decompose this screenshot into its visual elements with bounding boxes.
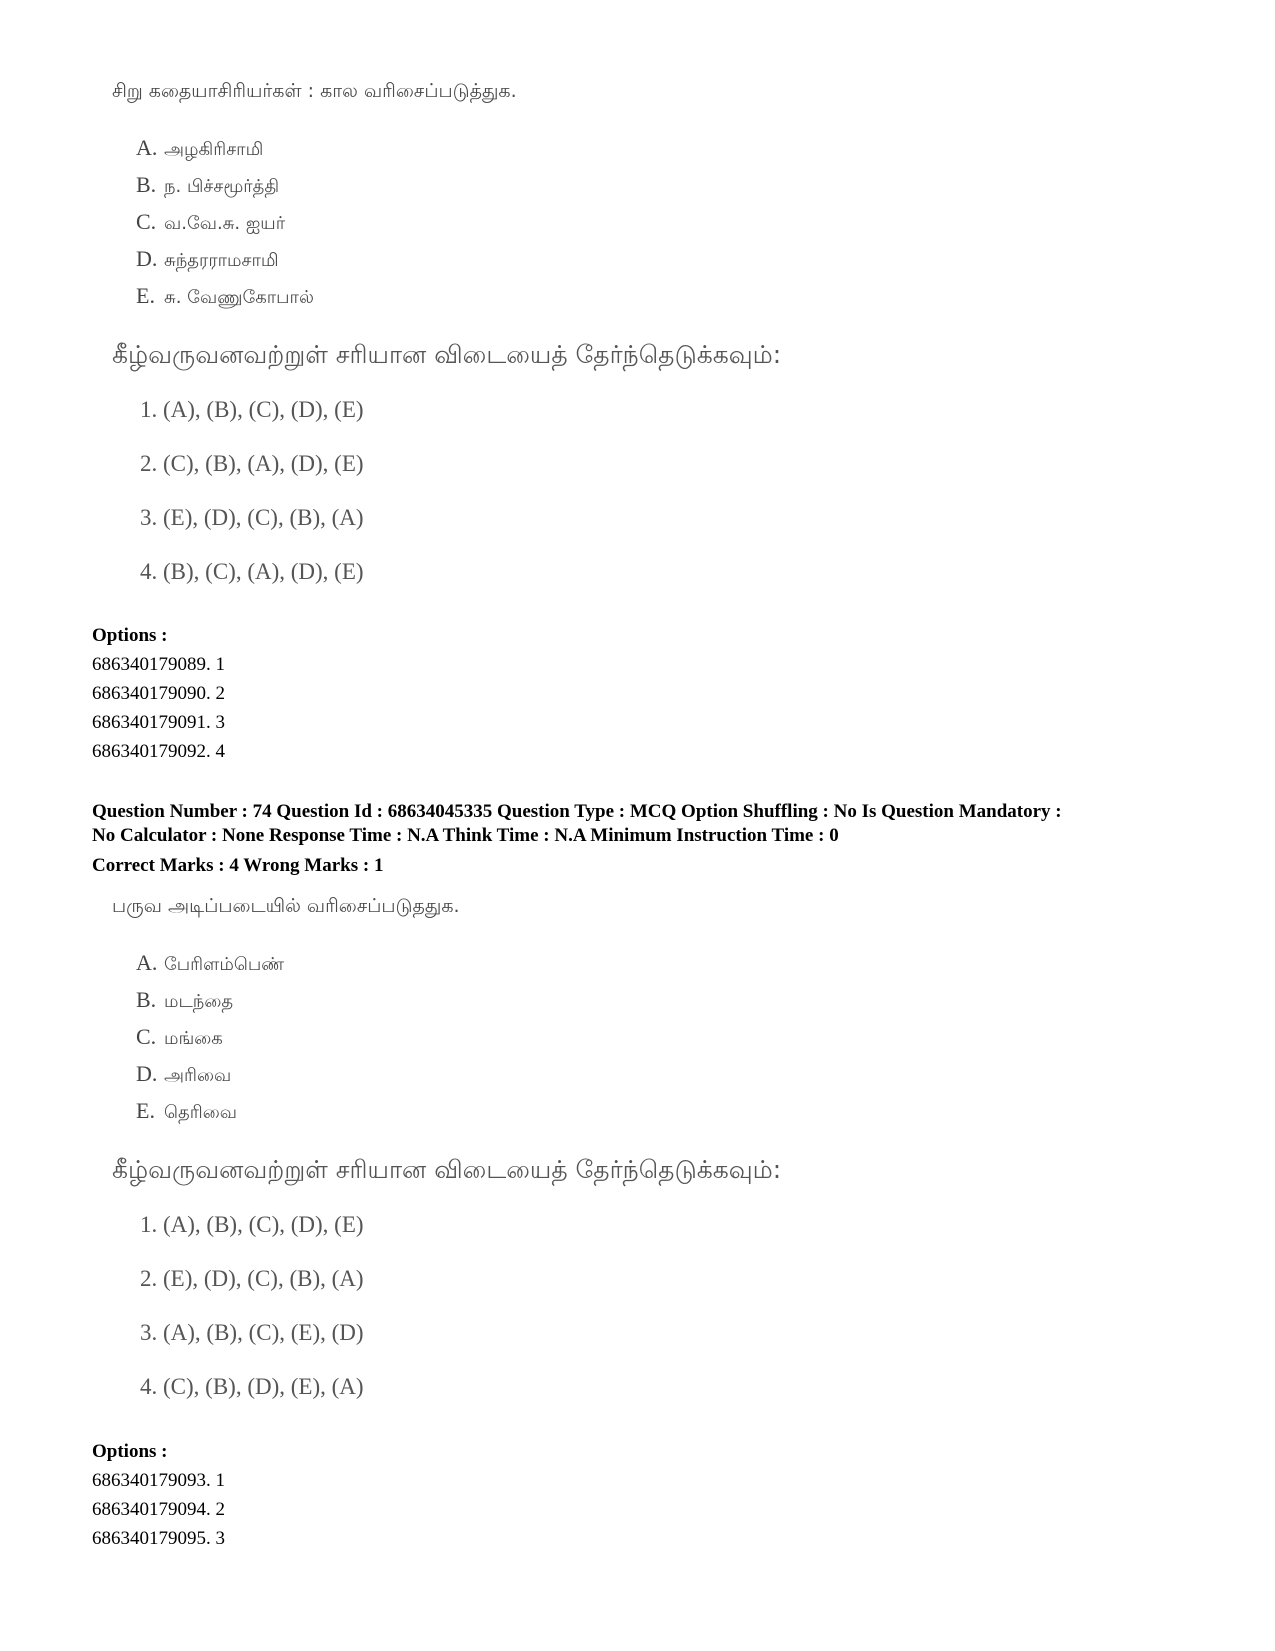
choice-list [140,1198,1012,1414]
option-row: 686340179089. 1 [92,654,225,675]
choice-item: 2. (E), (D), (C), (B), (A) [140,1266,364,1291]
option-row: 686340179095. 3 [92,1528,225,1549]
list-item [136,277,1012,314]
item-text: தெரிவை [164,1102,237,1123]
item-text: வ.வே.சு. ஐயர் [164,213,286,234]
item-text: ந. பிச்சமூர்த்தி [164,176,280,197]
item-list [136,944,1012,1129]
option-row: 686340179093. 1 [92,1470,225,1491]
item-text: அரிவை [164,1065,232,1086]
choice-item: 2. (C), (B), (A), (D), (E) [140,451,364,476]
item-letter: C. [136,1024,157,1049]
option-row: 686340179090. 2 [92,683,225,704]
item-text: மங்கை [164,1028,223,1049]
choice-item: 1. (A), (B), (C), (D), (E) [140,397,364,422]
item-letter: B. [136,987,157,1012]
list-item [136,981,1012,1018]
marks-line: Correct Marks : 4 Wrong Marks : 1 [92,855,384,876]
choice-item: 3. (E), (D), (C), (B), (A) [140,505,364,530]
options-block [92,1437,225,1553]
question-73-image [112,80,1012,599]
list-item [136,203,1012,240]
list-item [136,1055,1012,1092]
instruction-text: கீழ்வருவனவற்றுள் சரியான விடையைத் தேர்ந்தெடுக்கவும்: [112,1155,782,1184]
instruction-text: கீழ்வருவனவற்றுள் சரியான விடையைத் தேர்ந்தெடுக்கவும்: [112,340,782,369]
item-letter: A. [136,135,158,160]
item-text: பேரிளம்பெண் [164,954,285,975]
list-item [136,129,1012,166]
item-letter: D. [136,246,158,271]
item-text: மடந்தை [164,991,234,1012]
item-letter: B. [136,172,157,197]
choice-item: 3. (A), (B), (C), (E), (D) [140,1320,364,1345]
item-letter: A. [136,950,158,975]
question-74-meta [92,800,1232,878]
item-text: சுந்தரராமசாமி [164,250,279,271]
options-label: Options : [92,625,168,646]
item-letter: E. [136,1098,155,1123]
question-prompt: சிறு கதையாசிரியர்கள் : கால வரிசைப்படுத்துக. [112,80,517,102]
choice-list [140,383,1012,599]
meta-line: No Calculator : None Response Time : N.A Think Time : N.A Minimum Instruction Time : 0 [92,825,839,846]
list-item [136,1092,1012,1129]
option-row: 686340179092. 4 [92,741,225,762]
option-row: 686340179094. 2 [92,1499,225,1520]
question-74-image [112,895,1012,1414]
options-label: Options : [92,1441,168,1462]
list-item [136,166,1012,203]
item-list [136,129,1012,314]
option-row: 686340179091. 3 [92,712,225,733]
item-text: சு. வேணுகோபால் [164,287,314,308]
options-block [92,621,225,766]
list-item [136,1018,1012,1055]
question-prompt: பருவ அடிப்படையில் வரிசைப்படுததுக. [112,895,460,917]
choice-item: 1. (A), (B), (C), (D), (E) [140,1212,364,1237]
item-letter: D. [136,1061,158,1086]
choice-item: 4. (C), (B), (D), (E), (A) [140,1374,364,1399]
choice-item: 4. (B), (C), (A), (D), (E) [140,559,364,584]
meta-line: Question Number : 74 Question Id : 68634045335 Question Type : MCQ Option Shuffling : No Is Question Mandatory : [92,801,1062,822]
item-letter: E. [136,283,155,308]
list-item [136,944,1012,981]
item-text: அழகிரிசாமி [164,139,264,160]
item-letter: C. [136,209,157,234]
list-item [136,240,1012,277]
